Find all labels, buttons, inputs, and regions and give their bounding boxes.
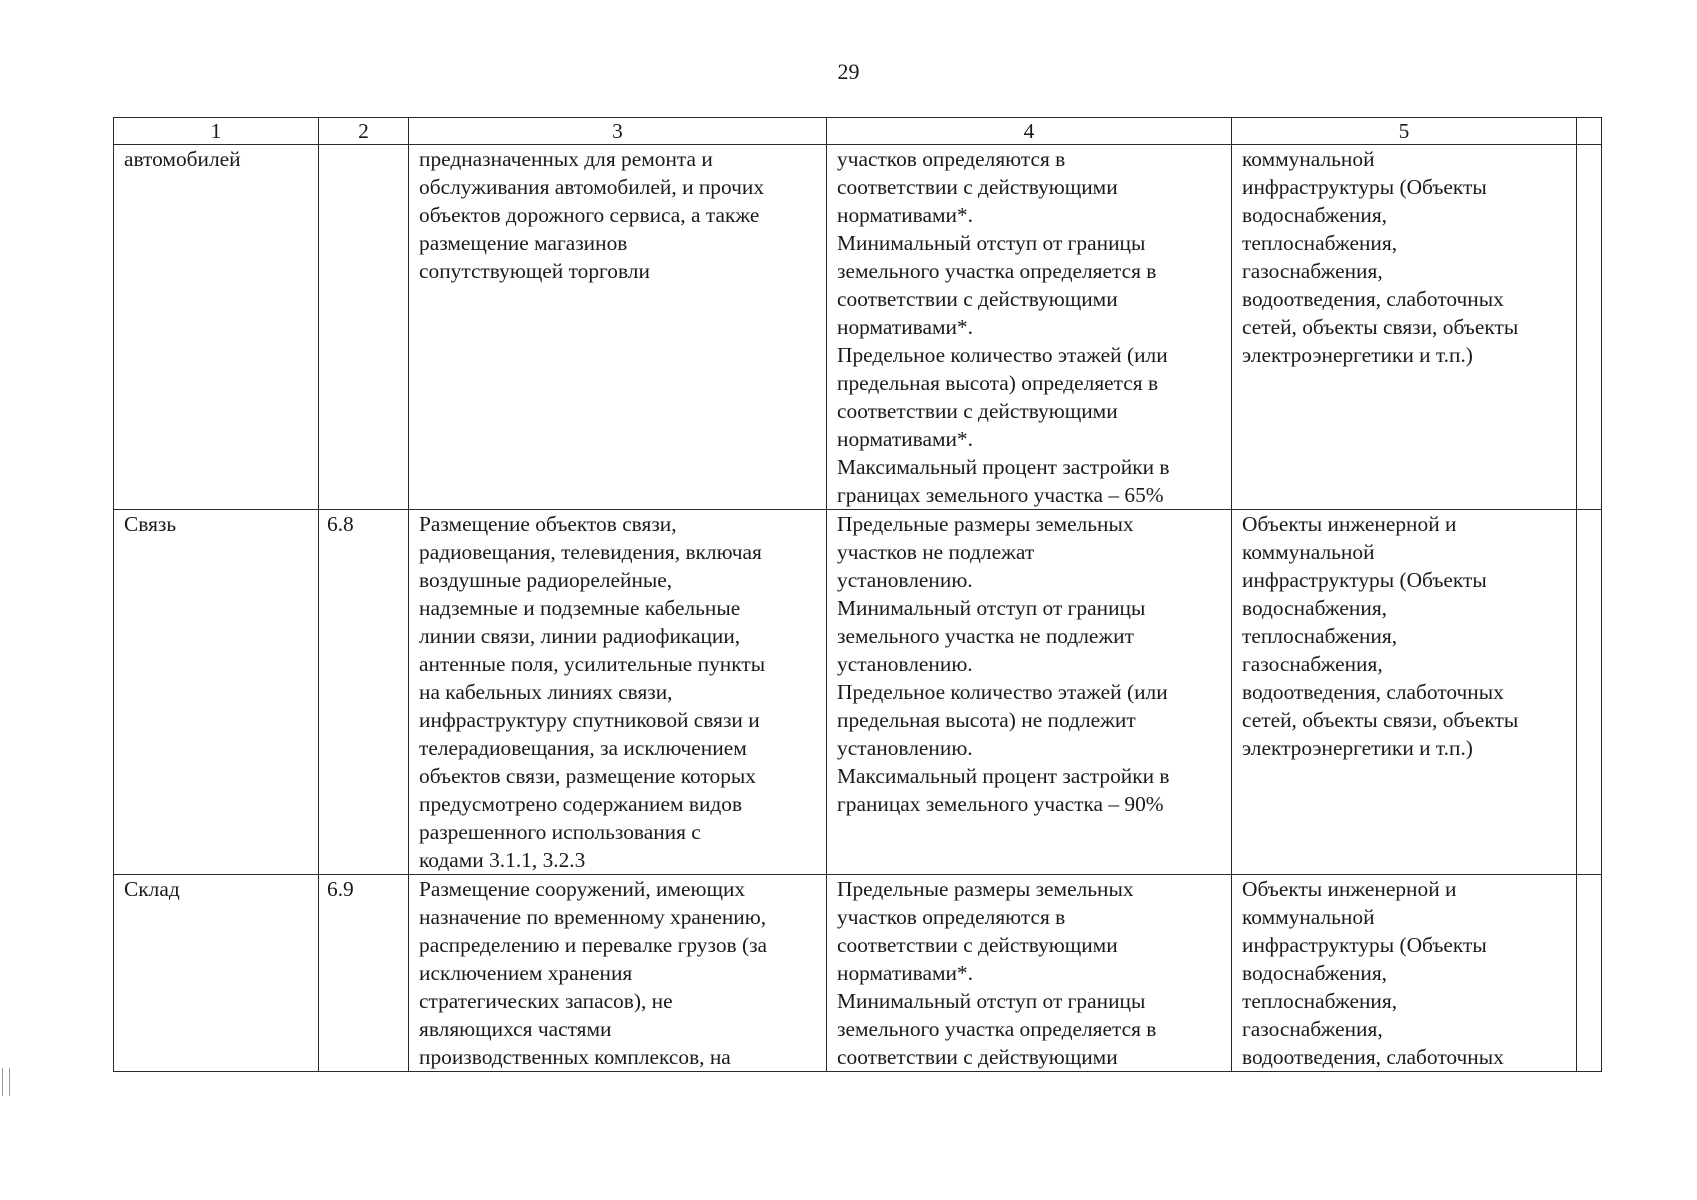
- use-description-cell: Размещение сооружений, имеющих назначение по временному хранению, распределению и перевалке грузов (за исключением хранения стратегических запасов), не являющихся частями производственных комплексов, на: [409, 875, 827, 1072]
- table-header-row: [114, 118, 1602, 145]
- extra-cell: [1577, 145, 1602, 510]
- use-name-cell: автомобилей: [114, 145, 319, 510]
- use-code-cell: [319, 145, 409, 510]
- auxiliary-uses-cell: Объекты инженерной и коммунальной инфраструктуры (Объекты водоснабжения, теплоснабжения, газоснабжения, водоотведения, слаботочных сетей, объекты связи, объекты электроэнергетики и т.п.): [1232, 510, 1577, 875]
- parameters-cell: Предельные размеры земельных участков определяются в соответствии с действующими нормативами*. Минимальный отступ от границы земельного участка определяется в соответствии с действующими: [827, 875, 1232, 1072]
- use-description-cell: предназначенных для ремонта и обслуживания автомобилей, и прочих объектов дорожного сервиса, а также размещение магазинов сопутствующей торговли: [409, 145, 827, 510]
- parameters-cell: Предельные размеры земельных участков не подлежат установлению. Минимальный отступ от границы земельного участка не подлежит установлению. Предельное количество этажей (или предельная высота) не подлежит установлению. Максимальный процент застройки в границах земельного участка – 90%: [827, 510, 1232, 875]
- auxiliary-uses-cell: коммунальной инфраструктуры (Объекты водоснабжения, теплоснабжения, газоснабжения, водоотведения, слаботочных сетей, объекты связи, объекты электроэнергетики и т.п.): [1232, 145, 1577, 510]
- zoning-table: [113, 117, 1602, 1072]
- use-name-cell: Связь: [114, 510, 319, 875]
- page-number: 29: [837, 59, 860, 84]
- table-row: [114, 145, 1602, 510]
- table-row: [114, 510, 1602, 875]
- header-cell: 1: [114, 118, 319, 145]
- scan-margin-mark: [2, 1068, 10, 1096]
- header-cell: [1577, 118, 1602, 145]
- extra-cell: [1577, 510, 1602, 875]
- table-row: [114, 875, 1602, 1072]
- use-code-cell: 6.8: [319, 510, 409, 875]
- use-description-cell: Размещение объектов связи, радиовещания, телевидения, включая воздушные радиорелейные, надземные и подземные кабельные линии связи, линии радиофикации, антенные поля, усилительные пункты на кабельных линиях связи, инфраструктуру спутниковой связи и телерадиовещания, за исключением объектов связи, размещение которых предусмотрено содержанием видов разрешенного использования с кодами 3.1.1, 3.2.3: [409, 510, 827, 875]
- extra-cell: [1577, 875, 1602, 1072]
- use-code-cell: 6.9: [319, 875, 409, 1072]
- header-cell: 4: [827, 118, 1232, 145]
- header-cell: 2: [319, 118, 409, 145]
- auxiliary-uses-cell: Объекты инженерной и коммунальной инфраструктуры (Объекты водоснабжения, теплоснабжения, газоснабжения, водоотведения, слаботочных: [1232, 875, 1577, 1072]
- parameters-cell: участков определяются в соответствии с действующими нормативами*. Минимальный отступ от границы земельного участка определяется в соответствии с действующими нормативами*. Предельное количество этажей (или предельная высота) определяется в соответствии с действующими нормативами*. Максимальный процент застройки в границах земельного участка – 65%: [827, 145, 1232, 510]
- header-cell: 5: [1232, 118, 1577, 145]
- header-cell: 3: [409, 118, 827, 145]
- use-name-cell: Склад: [114, 875, 319, 1072]
